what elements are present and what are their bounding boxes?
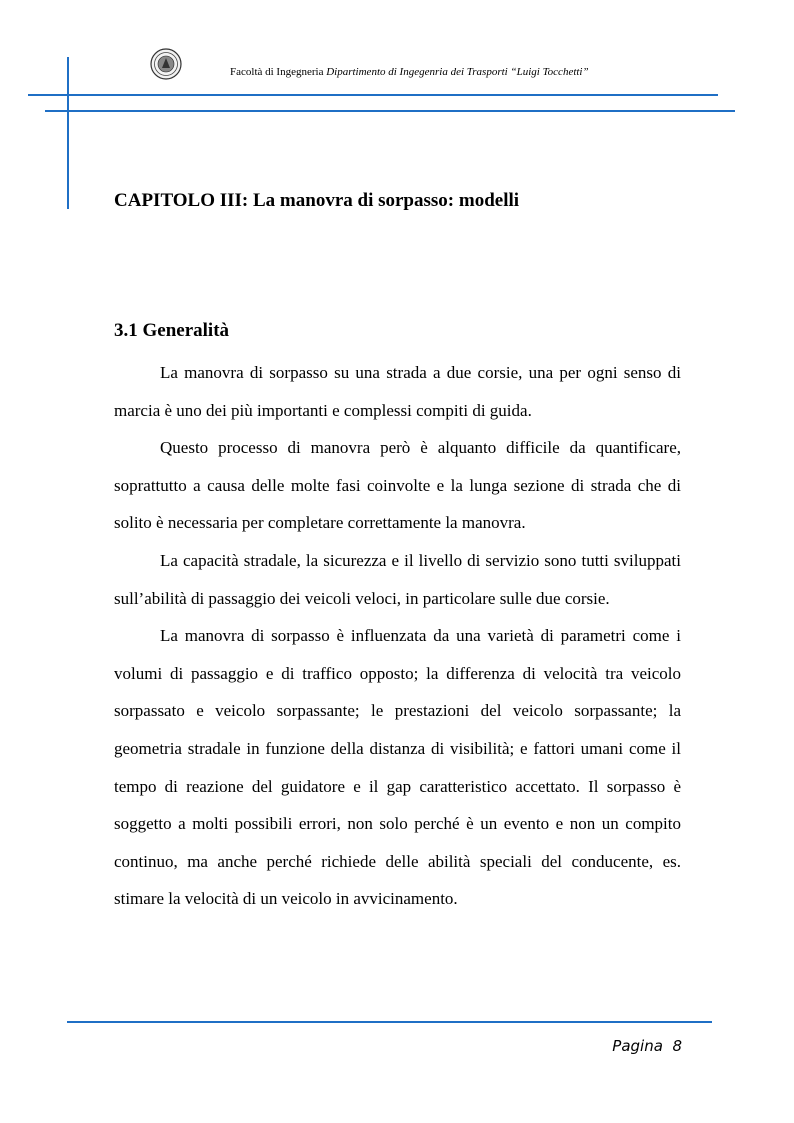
body-text xyxy=(114,354,681,918)
footer-rule xyxy=(67,1021,712,1023)
paragraph: La manovra di sorpasso su una strada a due corsie, una per ogni senso di marcia è uno dei più importanti e complessi compiti di guida. xyxy=(114,363,681,420)
section-title: 3.1 Generalità xyxy=(114,320,230,341)
paragraph: Questo processo di manovra però è alquanto difficile da quantificare, soprattutto a causa delle molte fasi coinvolte e la lunga sezione di strada che di solito è necessaria per completare correttamente la manovra. xyxy=(114,438,681,533)
page-label: Pagina xyxy=(612,1037,663,1055)
header-faculty: Facoltà di Ingegneria xyxy=(230,66,324,78)
paragraph: La manovra di sorpasso è influenzata da una varietà di parametri come i volumi di passaggio e di traffico opposto; la differenza di velocità tra veicolo sorpassato e veicolo sorpassante; le prestazioni del veicolo sorpassante; la geometria stradale in funzione della distanza di visibilità; e fattori umani come il tempo di reazione del guidatore e il gap caratteristico accettato. Il sorpasso è soggetto a molti possibili errori, non solo perché è un evento e non un compito continuo, ma anche perché richiede delle abilità speciali del conducente, es. stimare la velocità di un veicolo in avvicinamento. xyxy=(114,626,681,909)
page-header xyxy=(230,66,589,78)
header-department: Dipartimento di Ingegenria dei Trasporti “Luigi Tocchetti” xyxy=(326,66,589,78)
chapter-title: CAPITOLO III: La manovra di sorpasso: modelli xyxy=(114,190,520,211)
header-rule-top xyxy=(28,94,718,96)
university-seal-icon xyxy=(150,48,182,80)
page-number xyxy=(612,1037,682,1055)
header-rule-bottom xyxy=(45,110,735,112)
paragraph: La capacità stradale, la sicurezza e il livello di servizio sono tutti sviluppati sull’abilità di passaggio dei veicoli veloci, in particolare sulle due corsie. xyxy=(114,550,681,608)
page-number-value: 8 xyxy=(672,1037,682,1055)
left-vertical-rule xyxy=(67,57,69,209)
